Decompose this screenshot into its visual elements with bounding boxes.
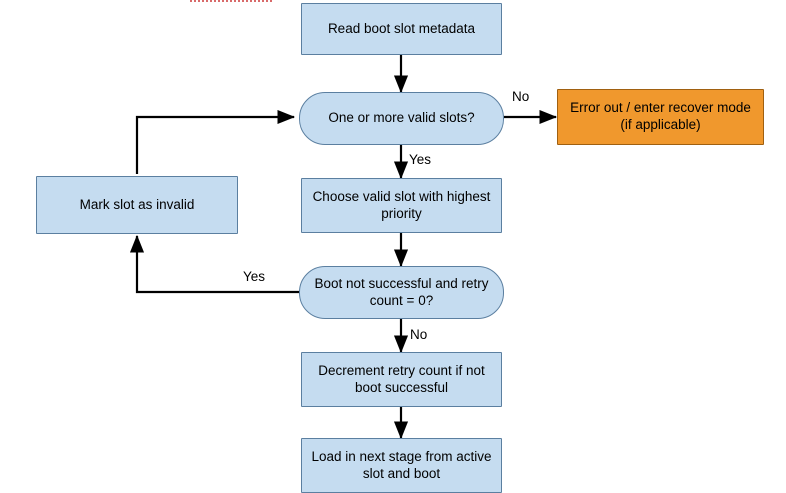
node-label: Load in next stage from active slot and boot [311,448,492,481]
node-label: Read boot slot metadata [327,20,476,36]
node-choose-valid-slot[interactable] [301,178,502,233]
node-label: Decrement retry count if not boot successful [318,362,485,395]
node-load-next-stage[interactable] [301,438,502,493]
node-one-or-more-valid-slots[interactable] [299,92,504,145]
node-boot-not-successful-retry-zero[interactable] [299,266,504,319]
dotted-marker [190,0,272,5]
node-label: Choose valid slot with highest priority [312,188,491,221]
edge-label-yes-retry-zero: Yes [243,269,266,284]
node-label: Mark slot as invalid [79,196,195,212]
node-mark-slot-as-invalid[interactable] [36,176,238,234]
edge-label-no-retry-zero: No [410,327,428,342]
node-label: Error out / enter recover mode (if applicable) [570,100,751,132]
node-read-boot-slot-metadata[interactable] [301,3,502,55]
node-label: One or more valid slots? [328,110,475,126]
node-error-out-enter-recover-mode[interactable] [557,89,764,145]
edge-label-no-valid-slots: No [512,89,530,104]
edge-label-yes-valid-slots: Yes [409,152,432,167]
node-label: Boot not successful and retry count = 0? [314,275,489,308]
node-decrement-retry-count[interactable] [301,352,502,407]
